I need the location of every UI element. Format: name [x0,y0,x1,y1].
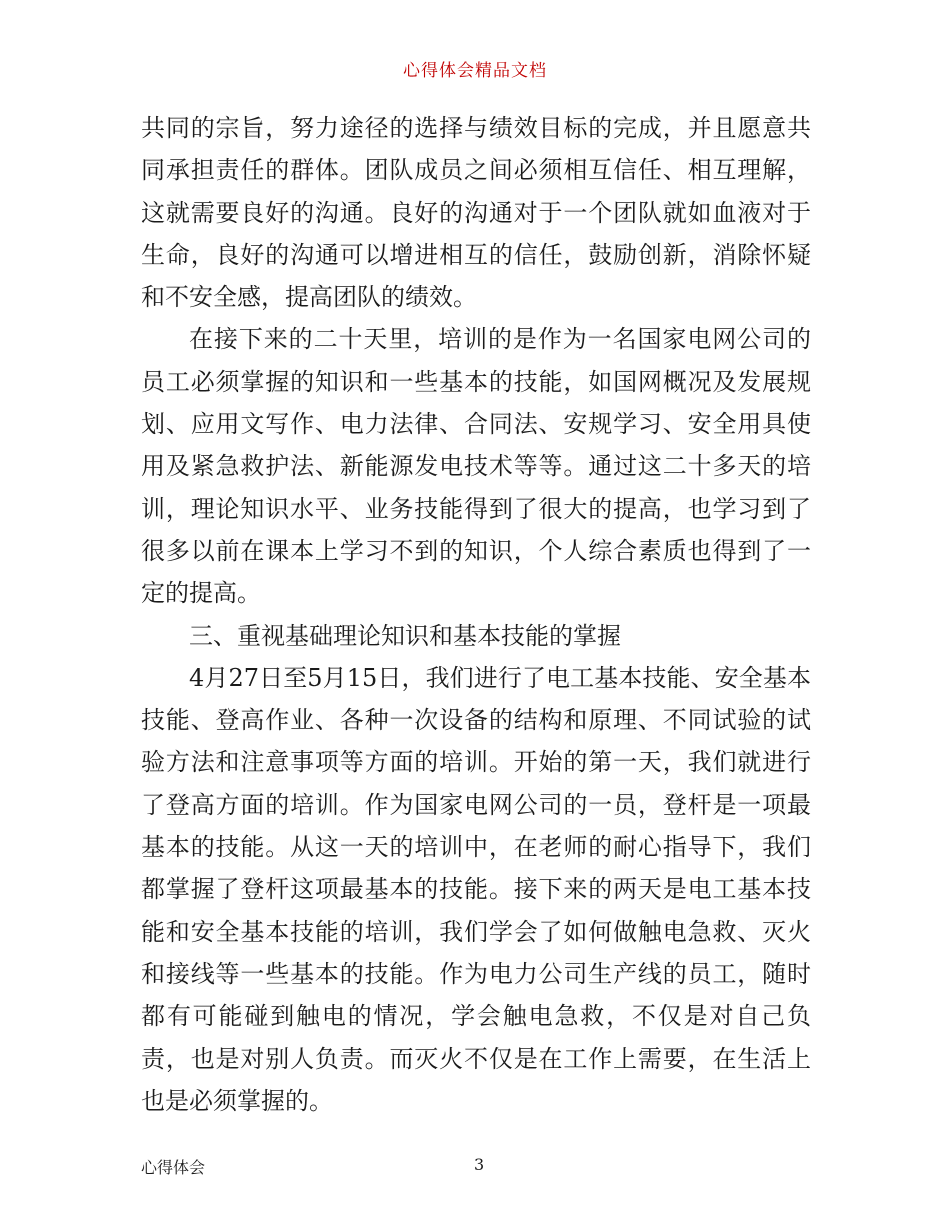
paragraph-continuation: 共同的宗旨，努力途径的选择与绩效目标的完成，并且愿意共同承担责任的群体。团队成员之间必须相互信任、相互理解，这就需要良好的沟通。良好的沟通对于一个团队就如血液对于生命，良好的沟通可以增进相互的信任，鼓励创新，消除怀疑和不安全感，提高团队的绩效。 [141,114,811,312]
document-body [141,107,811,1122]
section-heading: 三、重视基础理论知识和基本技能的掌握 [189,621,621,650]
paragraph-training-content: 在接下来的二十天里，培训的是作为一名国家电网公司的员工必须掌握的知识和一些基本的技能，如国网概况及发展规划、应用文写作、电力法律、合同法、安规学习、安全用具使用及紧急救护法、新能源发电技术等等。通过这二十多天的培训，理论知识水平、业务技能得到了很大的提高，也学习到了很多以前在课本上学习不到的知识，个人综合素质也得到了一定的提高。 [141,325,811,608]
page-number: 3 [474,1155,485,1174]
page-header-title: 心得体会精品文档 [403,61,547,81]
paragraph-skills-training: 4月27日至5月15日，我们进行了电工基本技能、安全基本技能、登高作业、各种一次设备的结构和原理、不同试验的试验方法和注意事项等方面的培训。开始的第一天，我们就进行了登高方面的培训。作为国家电网公司的一员，登杆是一项最基本的技能。从这一天的培训中，在老师的耐心指导下，我们都掌握了登杆这项最基本的技能。接下来的两天是电工基本技能和安全基本技能的培训，我们学会了如何做触电急救、灭火和接线等一些基本的技能。作为电力公司生产线的员工，随时都有可能碰到触电的情况，学会触电急救，不仅是对自己负责，也是对别人负责。而灭火不仅是在工作上需要，在生活上也是必须掌握的。 [141,663,811,1115]
footer-label: 心得体会 [141,1158,206,1177]
